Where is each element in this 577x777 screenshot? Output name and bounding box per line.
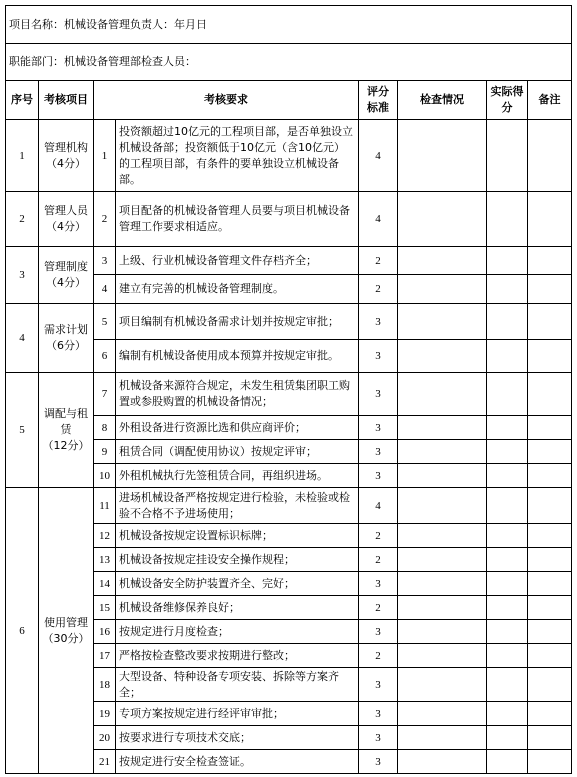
check-result-cell[interactable] xyxy=(398,464,487,488)
check-result-cell[interactable] xyxy=(398,304,487,340)
requirement-text: 项目编制有机械设备需求计划并按规定审批； xyxy=(116,304,359,340)
check-result-cell[interactable] xyxy=(398,192,487,247)
score-standard: 3 xyxy=(359,416,398,440)
requirement-number: 16 xyxy=(94,620,116,644)
requirement-text: 按规定进行安全检查签证。 xyxy=(116,750,359,774)
requirement-text: 大型设备、特种设备专项安装、拆除等方案齐全； xyxy=(116,668,359,702)
actual-score-cell[interactable] xyxy=(487,750,528,774)
requirement-number: 7 xyxy=(94,373,116,416)
requirement-number: 18 xyxy=(94,668,116,702)
actual-score-cell[interactable] xyxy=(487,440,528,464)
requirement-text: 租赁合同（调配使用协议）按规定评审； xyxy=(116,440,359,464)
requirement-text: 机械设备安全防护装置齐全、完好； xyxy=(116,572,359,596)
check-result-cell[interactable] xyxy=(398,644,487,668)
group-item-name: 管理制度 xyxy=(44,260,88,273)
project-info-line: 项目名称：机械设备管理负责人：年月日 xyxy=(6,6,572,44)
score-standard: 3 xyxy=(359,304,398,340)
group-item-score: （12分） xyxy=(42,439,90,452)
group-item xyxy=(39,120,94,192)
score-standard: 3 xyxy=(359,750,398,774)
actual-score-cell[interactable] xyxy=(487,620,528,644)
group-item-score: （30分） xyxy=(42,631,90,645)
remark-cell[interactable] xyxy=(528,488,572,524)
group-item xyxy=(39,247,94,304)
table-row xyxy=(6,304,572,340)
group-seq: 2 xyxy=(6,192,39,247)
requirement-number: 2 xyxy=(94,192,116,247)
requirement-text: 外租设备进行资源比选和供应商评价； xyxy=(116,416,359,440)
actual-score-cell[interactable] xyxy=(487,247,528,275)
score-standard: 3 xyxy=(359,373,398,416)
group-seq: 3 xyxy=(6,247,39,304)
requirement-number: 5 xyxy=(94,304,116,340)
check-result-cell[interactable] xyxy=(398,275,487,304)
group-item xyxy=(39,373,94,488)
group-seq: 5 xyxy=(6,373,39,488)
check-result-cell[interactable] xyxy=(398,120,487,192)
actual-score-cell[interactable] xyxy=(487,668,528,702)
header-item: 考核项目 xyxy=(39,81,94,120)
requirement-number: 11 xyxy=(94,488,116,524)
requirement-number: 19 xyxy=(94,702,116,726)
table-row xyxy=(6,120,572,192)
score-standard: 2 xyxy=(359,596,398,620)
score-standard: 3 xyxy=(359,668,398,702)
dept-info-row xyxy=(6,44,572,81)
requirement-text: 项目配备的机械设备管理人员要与项目机械设备管理工作要求相适应。 xyxy=(116,192,359,247)
requirement-number: 14 xyxy=(94,572,116,596)
remark-cell[interactable] xyxy=(528,340,572,373)
requirement-number: 8 xyxy=(94,416,116,440)
score-standard: 4 xyxy=(359,120,398,192)
check-result-cell[interactable] xyxy=(398,488,487,524)
header-requirement: 考核要求 xyxy=(94,81,359,120)
requirement-number: 6 xyxy=(94,340,116,373)
score-standard: 3 xyxy=(359,572,398,596)
requirement-text: 上级、行业机械设备管理文件存档齐全； xyxy=(116,247,359,275)
actual-score-cell[interactable] xyxy=(487,120,528,192)
score-standard: 2 xyxy=(359,275,398,304)
dept-info-line: 职能部门：机械设备管理部检查人员： xyxy=(6,44,572,81)
score-standard: 3 xyxy=(359,726,398,750)
remark-cell[interactable] xyxy=(528,373,572,416)
requirement-text: 机械设备来源符合规定，未发生租赁集团职工购置或参股购置的机械设备情况； xyxy=(116,373,359,416)
header-actual: 实际得分 xyxy=(487,81,528,120)
inspection-table xyxy=(5,5,572,774)
score-standard: 2 xyxy=(359,247,398,275)
requirement-text: 机械设备维修保养良好； xyxy=(116,596,359,620)
requirement-number: 17 xyxy=(94,644,116,668)
actual-score-cell[interactable] xyxy=(487,192,528,247)
remark-cell[interactable] xyxy=(528,192,572,247)
group-item xyxy=(39,192,94,247)
actual-score-cell[interactable] xyxy=(487,275,528,304)
actual-score-cell[interactable] xyxy=(487,702,528,726)
requirement-number: 3 xyxy=(94,247,116,275)
check-result-cell[interactable] xyxy=(398,548,487,572)
column-header-row xyxy=(6,81,572,120)
requirement-text: 编制有机械设备使用成本预算并按规定审批。 xyxy=(116,340,359,373)
remark-cell[interactable] xyxy=(528,464,572,488)
score-standard: 4 xyxy=(359,488,398,524)
remark-cell[interactable] xyxy=(528,416,572,440)
score-standard: 2 xyxy=(359,548,398,572)
check-result-cell[interactable] xyxy=(398,440,487,464)
header-standard: 评分标准 xyxy=(359,81,398,120)
group-seq: 4 xyxy=(6,304,39,373)
requirement-text: 建立有完善的机械设备管理制度。 xyxy=(116,275,359,304)
remark-cell[interactable] xyxy=(528,440,572,464)
actual-score-cell[interactable] xyxy=(487,596,528,620)
check-result-cell[interactable] xyxy=(398,340,487,373)
remark-cell[interactable] xyxy=(528,726,572,750)
requirement-text: 按规定进行月度检查； xyxy=(116,620,359,644)
actual-score-cell[interactable] xyxy=(487,304,528,340)
remark-cell[interactable] xyxy=(528,702,572,726)
remark-cell[interactable] xyxy=(528,620,572,644)
score-standard: 3 xyxy=(359,620,398,644)
requirement-text: 按要求进行专项技术交底； xyxy=(116,726,359,750)
actual-score-cell[interactable] xyxy=(487,416,528,440)
actual-score-cell[interactable] xyxy=(487,340,528,373)
requirement-number: 4 xyxy=(94,275,116,304)
requirement-text: 进场机械设备严格按规定进行检验，未检验或检验不合格不予进场使用； xyxy=(116,488,359,524)
requirement-number: 12 xyxy=(94,524,116,548)
remark-cell[interactable] xyxy=(528,524,572,548)
group-item-score: （4分） xyxy=(46,220,86,233)
check-result-cell[interactable] xyxy=(398,596,487,620)
group-item-score: （4分） xyxy=(46,276,86,289)
requirement-number: 10 xyxy=(94,464,116,488)
requirement-number: 20 xyxy=(94,726,116,750)
group-item-name: 管理机构 xyxy=(44,140,88,154)
check-result-cell[interactable] xyxy=(398,668,487,702)
check-result-cell[interactable] xyxy=(398,416,487,440)
remark-cell[interactable] xyxy=(528,275,572,304)
remark-cell[interactable] xyxy=(528,572,572,596)
remark-cell[interactable] xyxy=(528,596,572,620)
check-result-cell[interactable] xyxy=(398,572,487,596)
group-seq: 1 xyxy=(6,120,39,192)
requirement-number: 9 xyxy=(94,440,116,464)
remark-cell[interactable] xyxy=(528,120,572,192)
actual-score-cell[interactable] xyxy=(487,488,528,524)
score-standard: 2 xyxy=(359,644,398,668)
header-seq: 序号 xyxy=(6,81,39,120)
requirement-number: 15 xyxy=(94,596,116,620)
header-check: 检查情况 xyxy=(398,81,487,120)
requirement-number: 1 xyxy=(94,120,116,192)
remark-cell[interactable] xyxy=(528,548,572,572)
requirement-number: 13 xyxy=(94,548,116,572)
check-result-cell[interactable] xyxy=(398,750,487,774)
group-item-name: 需求计划 xyxy=(44,323,88,336)
remark-cell[interactable] xyxy=(528,247,572,275)
group-item-score: （4分） xyxy=(46,156,86,170)
requirement-text: 专项方案按规定进行经评审审批； xyxy=(116,702,359,726)
check-result-cell[interactable] xyxy=(398,702,487,726)
score-standard: 3 xyxy=(359,340,398,373)
requirement-number: 21 xyxy=(94,750,116,774)
remark-cell[interactable] xyxy=(528,644,572,668)
group-item-score: （6分） xyxy=(46,339,86,352)
score-standard: 3 xyxy=(359,464,398,488)
check-result-cell[interactable] xyxy=(398,620,487,644)
requirement-text: 外租机械执行先签租赁合同，再组织进场。 xyxy=(116,464,359,488)
requirement-text: 机械设备按规定设置标识标牌； xyxy=(116,524,359,548)
header-remark: 备注 xyxy=(528,81,572,120)
actual-score-cell[interactable] xyxy=(487,644,528,668)
group-seq: 6 xyxy=(6,488,39,774)
remark-cell[interactable] xyxy=(528,750,572,774)
project-info-row xyxy=(6,6,572,44)
score-standard: 2 xyxy=(359,524,398,548)
requirement-text: 机械设备按规定挂设安全操作规程； xyxy=(116,548,359,572)
score-standard: 3 xyxy=(359,702,398,726)
table-row xyxy=(6,373,572,416)
actual-score-cell[interactable] xyxy=(487,548,528,572)
group-item xyxy=(39,304,94,373)
check-result-cell[interactable] xyxy=(398,524,487,548)
group-item xyxy=(39,488,94,774)
requirement-text: 投资额超过10亿元的工程项目部，是否单独设立机械设备部；投资额低于10亿元（含10亿元）的工程项目部，有条件的要单独设立机械设备部。 xyxy=(116,120,359,192)
score-standard: 3 xyxy=(359,440,398,464)
requirement-text: 严格按检查整改要求按期进行整改； xyxy=(116,644,359,668)
check-result-cell[interactable] xyxy=(398,726,487,750)
actual-score-cell[interactable] xyxy=(487,464,528,488)
group-item-name: 使用管理 xyxy=(44,615,88,629)
group-item-name: 管理人员 xyxy=(44,204,88,217)
table-row xyxy=(6,488,572,524)
table-row xyxy=(6,247,572,275)
score-standard: 4 xyxy=(359,192,398,247)
table-row xyxy=(6,192,572,247)
actual-score-cell[interactable] xyxy=(487,572,528,596)
actual-score-cell[interactable] xyxy=(487,373,528,416)
remark-cell[interactable] xyxy=(528,304,572,340)
actual-score-cell[interactable] xyxy=(487,524,528,548)
remark-cell[interactable] xyxy=(528,668,572,702)
check-result-cell[interactable] xyxy=(398,247,487,275)
group-item-name: 调配与租赁 xyxy=(44,407,88,436)
actual-score-cell[interactable] xyxy=(487,726,528,750)
check-result-cell[interactable] xyxy=(398,373,487,416)
